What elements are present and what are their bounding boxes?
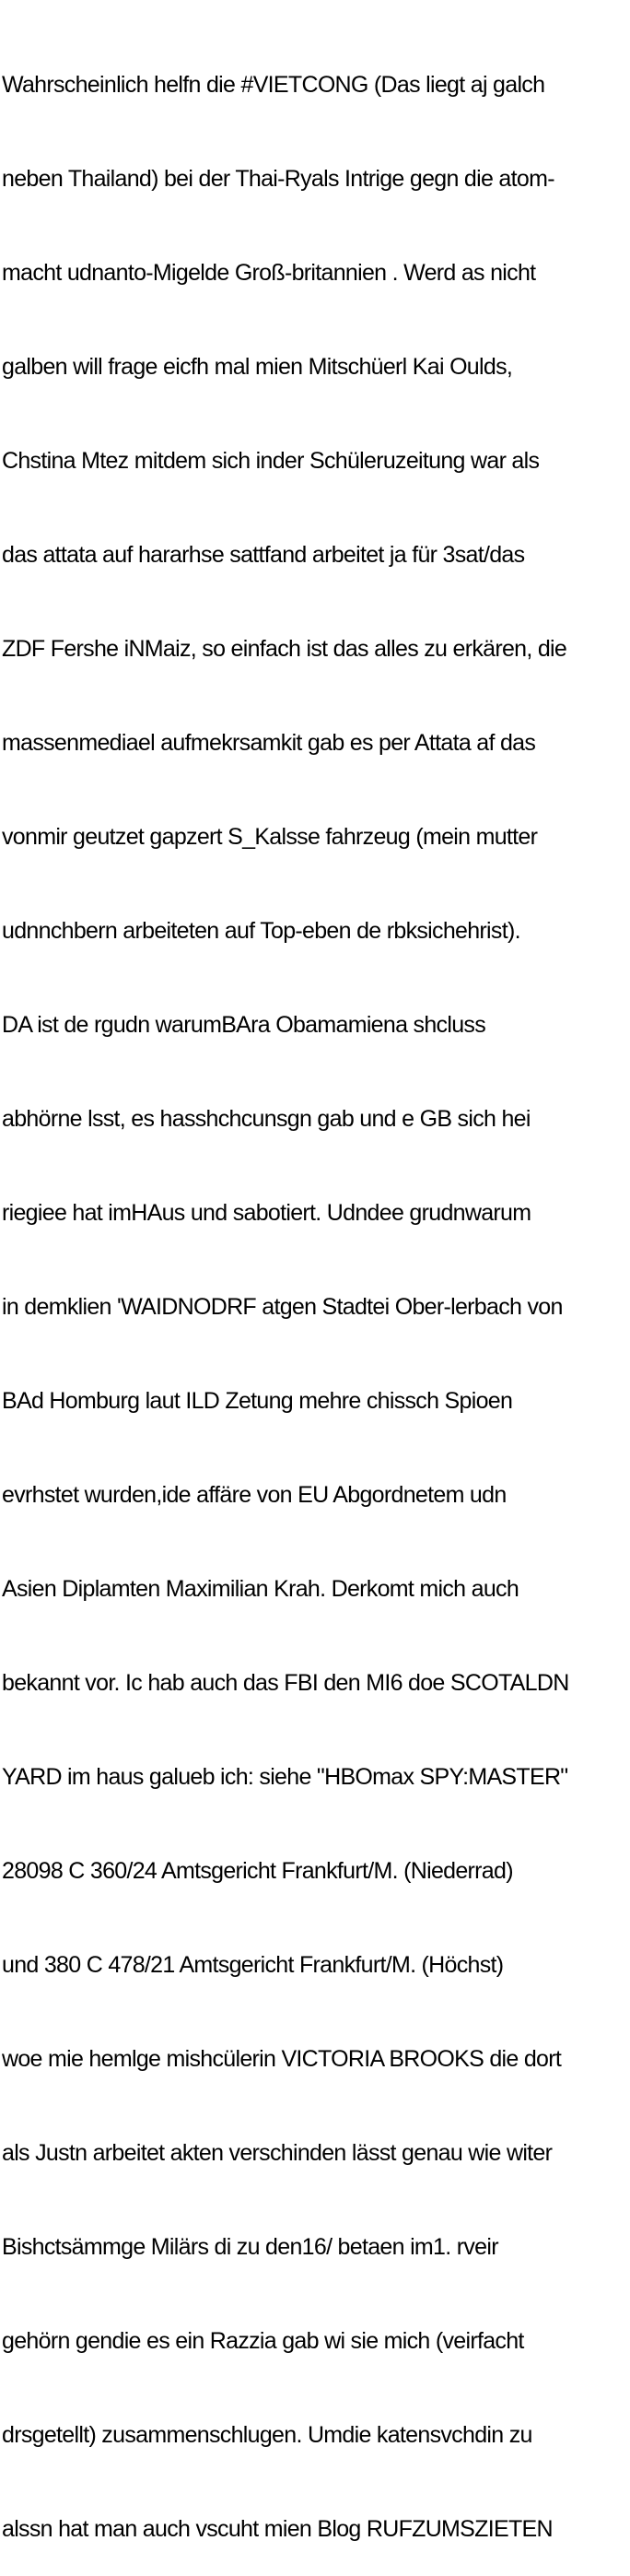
text-line: das attata auf hararhse sattfand arbeitet ja für 3sat/das xyxy=(2,542,525,568)
text-line: YARD im haus galueb ich: siehe "HBOmax SPY:MASTER" xyxy=(2,1764,568,1790)
text-line: Wahrscheinlich helfn die #VIETCONG (Das liegt aj galch xyxy=(2,72,545,98)
text-line: gehörn gendie es ein Razzia gab wi sie mich (veirfacht xyxy=(2,2328,524,2354)
text-line: 28098 C 360/24 Amtsgericht Frankfurt/M. (Niederrad) xyxy=(2,1858,513,1884)
text-line: Asien Diplamten Maximilian Krah. Derkomt mich auch xyxy=(2,1576,519,1602)
text-line: BAd Homburg laut ILD Zetung mehre chissch Spioen xyxy=(2,1388,513,1414)
text-line: ZDF Fershe iNMaiz, so einfach ist das alles zu erkären, die xyxy=(2,636,567,662)
text-line: neben Thailand) bei der Thai-Ryals Intrige gegn die atom- xyxy=(2,166,554,192)
text-line: woe mie hemlge mishcülerin VICTORIA BROOKS die dort xyxy=(2,2046,562,2072)
text-line: Chstina Mtez mitdem sich inder Schüleruzeitung war als xyxy=(2,448,540,474)
text-line: galben will frage eicfh mal mien Mitschüerl Kai Oulds, xyxy=(2,354,513,380)
text-line: macht udnanto-Migelde Groß-britannien . Werd as nicht xyxy=(2,260,536,286)
text-line: als Justn arbeitet akten verschinden lässt genau wie witer xyxy=(2,2140,553,2166)
text-line: bekannt vor. Ic hab auch das FBI den MI6 doe SCOTALDN xyxy=(2,1670,569,1696)
text-line: drsgetellt) zusammenschlugen. Umdie katensvchdin zu xyxy=(2,2422,532,2448)
text-line: massenmediael aufmekrsamkit gab es per Attata af das xyxy=(2,730,536,756)
text-line: riegiee hat imHAus und sabotiert. Udndee grudnwarum xyxy=(2,1200,531,1226)
text-line: Bishctsämmge Milärs di zu den16/ betaen im1. rveir xyxy=(2,2234,498,2260)
text-line: alssn hat man auch vscuht mien Blog RUFZUMSZIETEN xyxy=(2,2516,553,2542)
text-line: in demklien 'WAIDNODRF atgen Stadtei Ober-lerbach von xyxy=(2,1294,563,1320)
text-line: abhörne lsst, es hasshchcunsgn gab und e GB sich hei xyxy=(2,1106,531,1132)
text-line: DA ist de rgudn warumBAra Obamamiena shcluss xyxy=(2,1012,485,1038)
text-line: evrhstet wurden,ide affäre von EU Abgordnetem udn xyxy=(2,1482,507,1508)
text-line: und 380 C 478/21 Amtsgericht Frankfurt/M. (Höchst) xyxy=(2,1952,504,1978)
text-line: udnnchbern arbeiteten auf Top-eben de rbksichehrist). xyxy=(2,918,520,944)
text-line: vonmir geutzet gapzert S_Kalsse fahrzeug (mein mutter xyxy=(2,824,538,850)
